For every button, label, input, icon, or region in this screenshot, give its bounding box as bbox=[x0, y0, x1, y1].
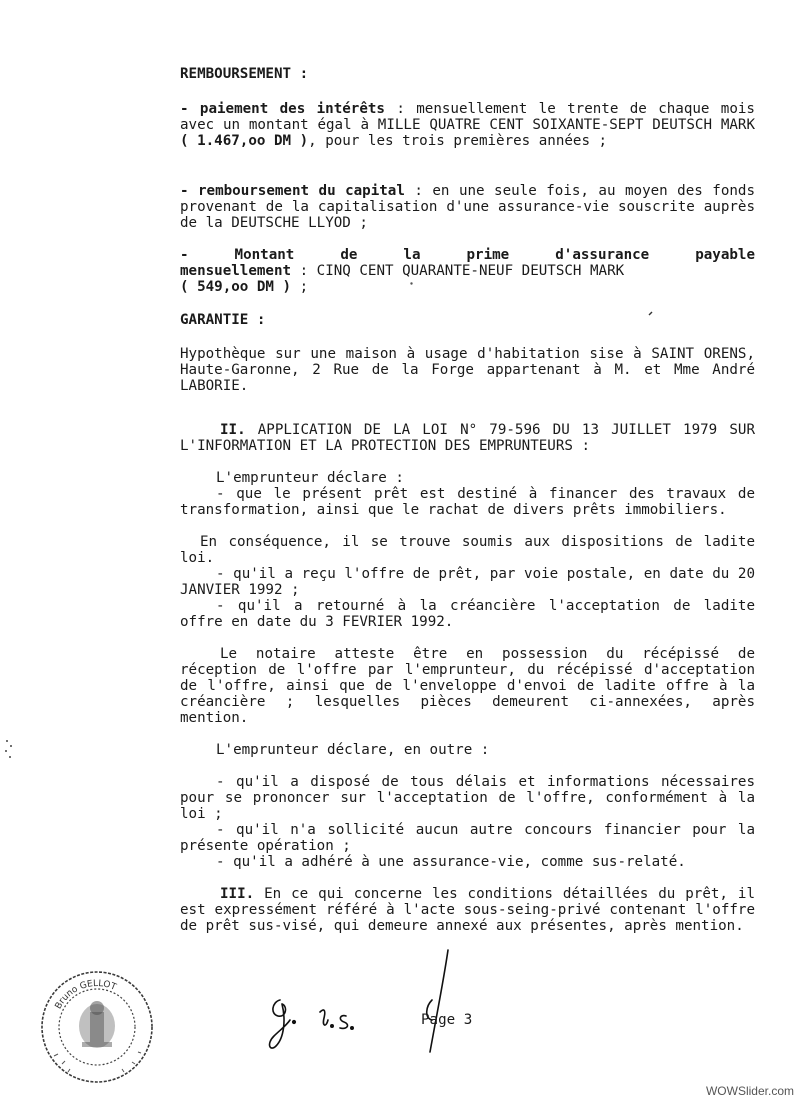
paragraph-interets bbox=[180, 101, 755, 149]
section-2-title bbox=[180, 422, 755, 454]
label-interets: - paiement des intérêts bbox=[180, 101, 385, 117]
section-3-number: III. bbox=[220, 886, 255, 902]
declare-line: L'emprunteur déclare : bbox=[216, 470, 404, 486]
amount-interets: ( 1.467,oo DM ) bbox=[180, 133, 309, 149]
declare-outre-line: L'emprunteur déclare, en outre : bbox=[216, 742, 490, 758]
heading-remboursement: REMBOURSEMENT : bbox=[180, 66, 309, 82]
prime-tail: ; bbox=[291, 279, 309, 295]
seal-text: Bruno GELLOT bbox=[53, 978, 118, 1011]
paragraph-offre-recue: - qu'il a reçu l'offre de prêt, par voie postale, en date du 20 JANVIER 1992 ; bbox=[180, 566, 755, 598]
paragraph-notaire: Le notaire atteste être en possession du récépissé de réception de l'offre par l'emprunteur, du récépissé d'acceptation de l'offre, ainsi que de l'enveloppe d'envoi de ladite offre à la créancière ; lesquelles pièces demeurent ci-annexées, après mention. bbox=[180, 646, 755, 726]
paragraph-capital bbox=[180, 183, 755, 231]
prime-line-1: - Montant de la prime d'assurance payable bbox=[180, 247, 755, 263]
paragraph-consequence: En conséquence, il se trouve soumis aux dispositions de ladite loi. bbox=[180, 534, 755, 566]
section-2-number: II. bbox=[220, 422, 246, 438]
paragraph-delais: - qu'il a disposé de tous délais et informations nécessaires pour se prononcer sur l'acceptation de l'offre, conformément à la loi ; bbox=[180, 774, 755, 822]
paragraph-acceptation: - qu'il a retourné à la créancière l'acceptation de ladite offre en date du 3 FEVRIER 1992. bbox=[180, 598, 755, 630]
ink-speck bbox=[648, 311, 653, 316]
watermark: WOWSlider.com bbox=[705, 1084, 794, 1098]
paragraph-destination: - que le présent prêt est destiné à financer des travaux de transformation, ainsi que le rachat de divers prêts immobiliers. bbox=[180, 486, 755, 518]
ink-speck bbox=[410, 282, 413, 285]
heading-garantie: GARANTIE : bbox=[180, 312, 266, 328]
text-interets: : mensuellement le trente de chaque mois avec un montant égal à MILLE QUATRE CENT SOIXANTE-SEPT DEUTSCH MARK bbox=[180, 101, 755, 133]
tail-interets: , pour les trois premières années ; bbox=[308, 133, 608, 149]
text-capital: : en une seule fois, au moyen des fonds provenant de la capitalisation d'une assurance-vie souscrite auprès de la DEUTSCHE LLYOD ; bbox=[180, 183, 755, 231]
paragraph-garantie: Hypothèque sur une maison à usage d'habitation sise à SAINT ORENS, Haute-Garonne, 2 Rue de la Forge appartenant à M. et Mme André LABORIE. bbox=[180, 346, 755, 394]
section-2-heading: APPLICATION DE LA LOI N° 79-596 DU 13 JUILLET 1979 SUR L'INFORMATION ET LA PROTECTION DES EMPRUNTEURS : bbox=[180, 422, 755, 454]
page-number: Page 3 bbox=[421, 1012, 473, 1028]
paragraph-concours: - qu'il n'a sollicité aucun autre concours financier pour la présente opération ; bbox=[180, 822, 755, 854]
handwritten-initials bbox=[262, 948, 462, 1058]
prime-label-mensuellement: mensuellement bbox=[180, 263, 292, 279]
paragraph-prime bbox=[180, 247, 755, 295]
prime-amount: ( 549,oo DM ) bbox=[180, 279, 292, 295]
section-3-paragraph bbox=[180, 886, 755, 934]
paragraph-assurance: - qu'il a adhéré à une assurance-vie, comme sus-relaté. bbox=[216, 854, 686, 870]
prime-text: : CINQ CENT QUARANTE-NEUF DEUTSCH MARK bbox=[291, 263, 625, 279]
margin-marks bbox=[2, 738, 16, 762]
notary-seal bbox=[38, 968, 156, 1086]
label-capital: - remboursement du capital bbox=[180, 183, 405, 199]
section-3-text: En ce qui concerne les conditions détaillées du prêt, il est expressément référé à l'acte sous-seing-privé contenant l'offre de prêt sus-visé, qui demeure annexé aux présentes, après mention. bbox=[180, 886, 755, 934]
